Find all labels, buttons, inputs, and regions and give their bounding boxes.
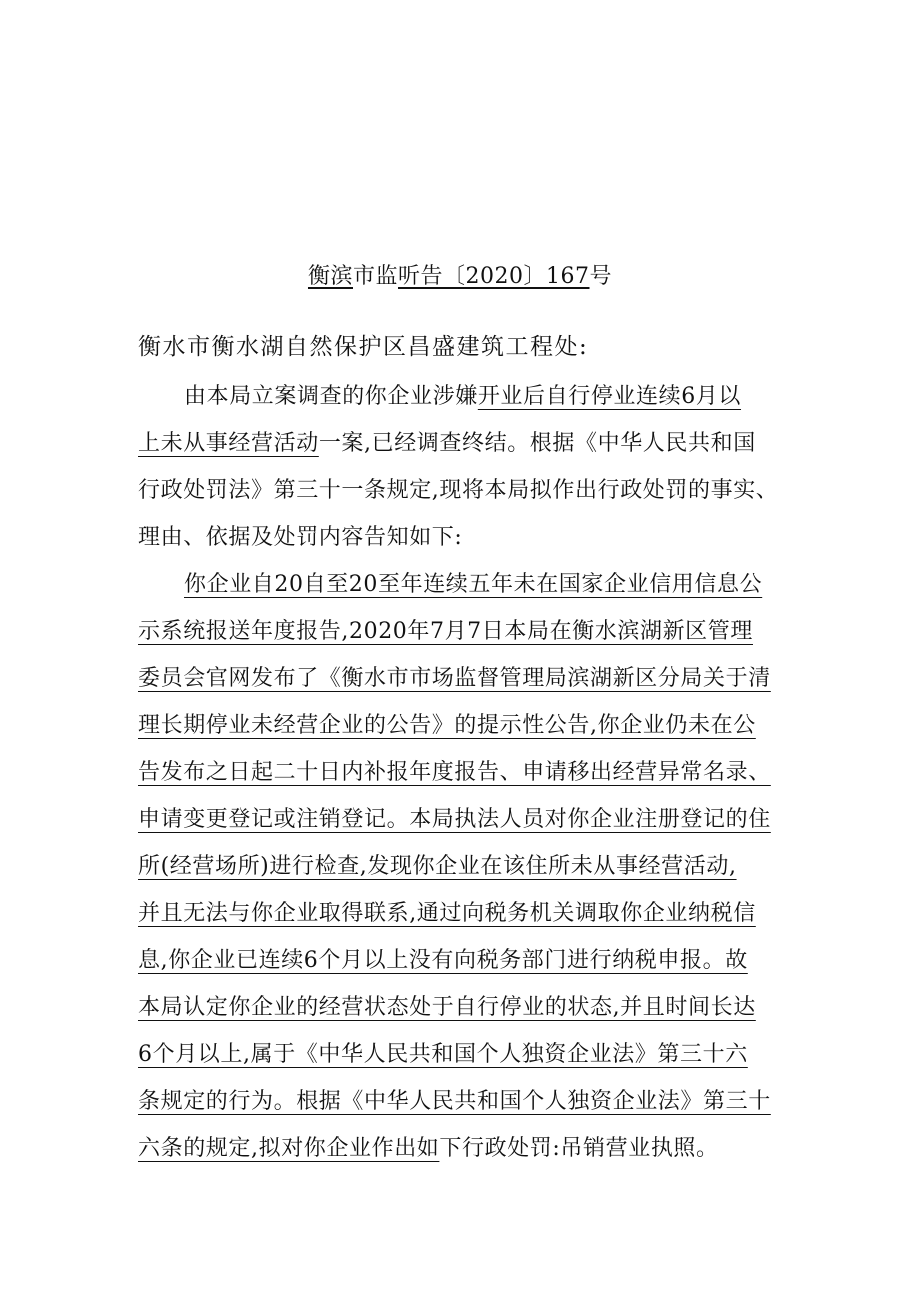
- paragraph-intro: [138, 373, 788, 561]
- paragraph-facts: [138, 561, 788, 1172]
- text-segment: 下行政处罚:吊销营业执照。: [439, 1136, 719, 1161]
- doc-number-part-2: 市监: [353, 264, 399, 289]
- paragraph-line: 条规定的行为。根据《中华人民共和国个人独资企业法》第三十: [138, 1089, 771, 1114]
- paragraph-line: 理由、依据及处罚内容告知如下:: [138, 525, 463, 550]
- paragraph-line: 所(经营场所)进行检查,发现你企业在该住所未从事经营活动,: [138, 854, 737, 879]
- doc-number-suffix: 号: [589, 264, 613, 289]
- recipient-line: 衡水市衡水湖自然保护区昌盛建筑工程处:: [138, 334, 589, 360]
- doc-number-part-1: 衡滨: [307, 264, 353, 289]
- text-segment-underlined: 六条的规定,拟对你企业作出如: [138, 1136, 440, 1161]
- paragraph-line: 告发布之日起二十日内补报年度报告、申请移出经营异常名录、: [138, 760, 771, 785]
- paragraph-line: 6个月以上,属于《中华人民共和国个人独资企业法》第三十六: [138, 1042, 748, 1067]
- text-segment-underlined: 开业后自行停业连续6月以: [477, 384, 742, 409]
- paragraph-line: 申请变更登记或注销登记。本局执法人员对你企业注册登记的住: [138, 807, 771, 832]
- document-number: [0, 262, 920, 292]
- paragraph-line: 委员会官网发布了《衡水市市场监督管理局滨湖新区分局关于清: [138, 666, 771, 691]
- paragraph-line: [138, 373, 788, 420]
- text-segment: 一案,已经调查终结。根据《中华人民共和国: [318, 431, 756, 456]
- paragraph-line: 理长期停业未经营企业的公告》的提示性公告,你企业仍未在公: [138, 713, 756, 738]
- paragraph-line: 示系统报送年度报告,2020年7月7日本局在衡水滨湖新区管理: [138, 619, 753, 644]
- paragraph-line: [138, 1125, 788, 1172]
- paragraph-line: [138, 420, 788, 467]
- paragraph-line: 本局认定你企业的经营状态处于自行停业的状态,并且时间长达: [138, 995, 756, 1020]
- text-segment: 由本局立案调查的你企业涉嫌: [184, 384, 478, 409]
- paragraph-line: 行政处罚法》第三十一条规定,现将本局拟作出行政处罚的事实、: [138, 478, 779, 503]
- paragraph-line: 并且无法与你企业取得联系,通过向税务机关调取你企业纳税信: [138, 901, 756, 926]
- paragraph-line: 息,你企业已连续6个月以上没有向税务部门进行纳税申报。故: [138, 948, 748, 973]
- doc-number-part-3: 听告〔2020〕167: [398, 264, 590, 289]
- text-segment-underlined: 上未从事经营活动: [138, 431, 319, 456]
- paragraph-line: 你企业自20自至20至年连续五年未在国家企业信用信息公: [184, 572, 763, 597]
